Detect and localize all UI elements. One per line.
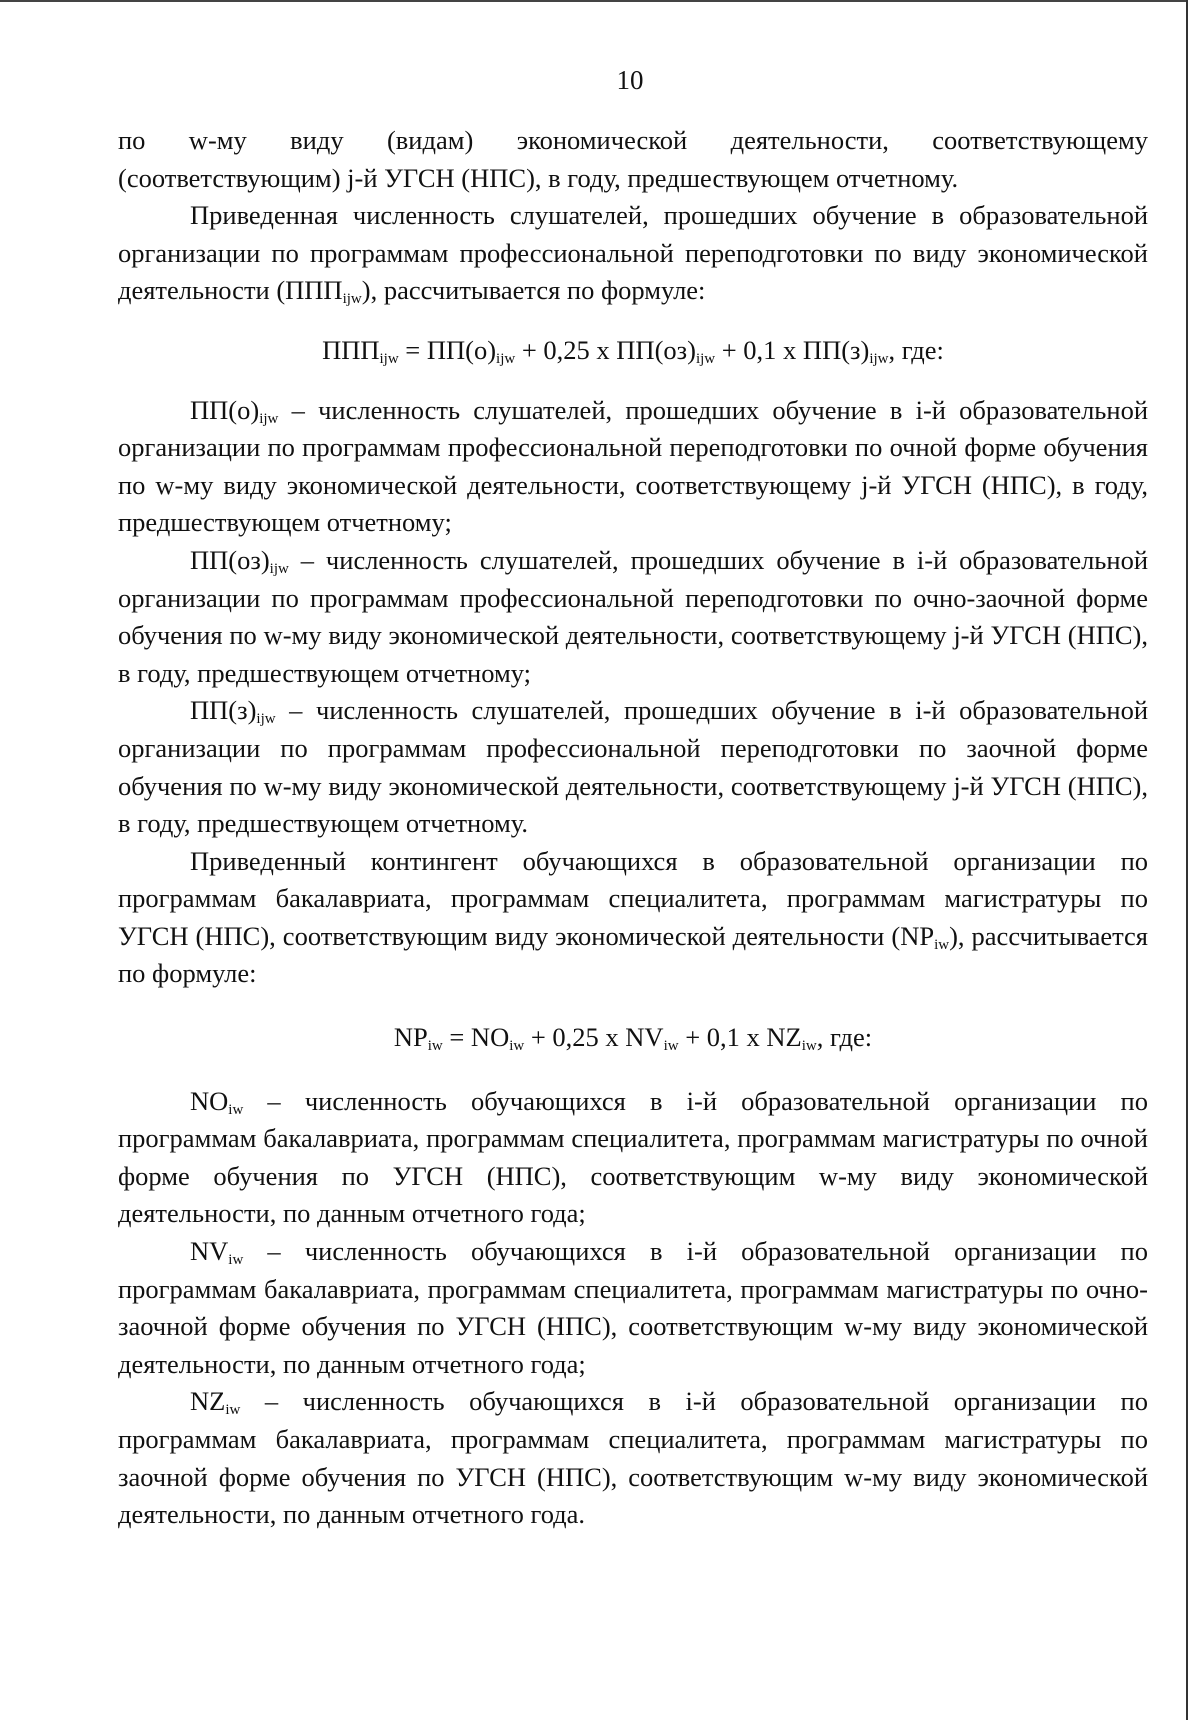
formula-ppp <box>118 332 1148 370</box>
definition-no <box>118 1083 1148 1233</box>
definition-text: – численность обучающихся в i-й образовательной организации по программам бакалавриата, программам специалитета, программам магистратуры по очной форме обучения по УГСН (НПС), соответствующим w-му виду экономической деятельности, по данным отчетного года; <box>118 1085 1148 1229</box>
subscript: iw <box>801 1038 817 1055</box>
subscript: ijw <box>379 350 399 367</box>
subscript: iw <box>228 1101 244 1118</box>
formula-part: , где: <box>888 334 944 365</box>
subscript: ijw <box>496 350 516 367</box>
formula-part: , где: <box>816 1022 873 1053</box>
paragraph-ppp-intro <box>118 197 1148 310</box>
paragraph-np-intro <box>118 843 1148 993</box>
formula-part: NP <box>393 1022 428 1053</box>
formula-part: + 0,1 х NZ <box>678 1022 802 1053</box>
paragraph-text: ), рассчитывается по формуле: <box>361 275 706 306</box>
subscript: iw <box>225 1402 241 1419</box>
definition-nz <box>118 1383 1148 1533</box>
subscript: iw <box>934 936 950 953</box>
definition-pp-o <box>118 392 1148 542</box>
definition-text: – численность обучающихся в i-й образовательной организации по программам бакалавриата, программам специалитета, программам магистратуры по очно-заочной форме обучения по УГСН (НПС), соответствующим w-му виду экономической деятельности, по данным отчетного года; <box>118 1236 1148 1379</box>
definition-term: ПП(з) <box>190 695 257 726</box>
subscript: iw <box>427 1038 443 1055</box>
paragraph-continuation <box>118 122 1148 197</box>
definition-text: – численность слушателей, прошедших обучение в i-й образовательной организации по программам профессиональной переподготовки по очной форме обучения по w-му виду экономической деятельности, соответствующему j-й УГСН (НПС), в году, предшествующем отчетному; <box>118 394 1148 538</box>
formula-part: = ПП(о) <box>398 334 497 365</box>
subscript: iw <box>228 1252 244 1269</box>
subscript: ijw <box>259 410 279 427</box>
definition-text: – численность слушателей, прошедших обучение в i-й образовательной организации по программам профессиональной переподготовки по очно-заочной форме обучения по w-му виду экономической деятельности, соответствующему j-й УГСН (НПС), в году, предшествующем отчетному; <box>118 544 1148 688</box>
paragraph-text: ), рассчитывается по формуле: <box>118 920 1148 989</box>
definition-term: NZ <box>190 1386 226 1417</box>
subscript: ijw <box>869 350 889 367</box>
definition-pp-oz <box>118 542 1148 692</box>
definition-pp-z <box>118 692 1148 842</box>
formula-part: + 0,25 х ПП(оз) <box>515 334 696 365</box>
paragraph-text: по w-му виду (видам) экономической деятельности, соответствующему (соответствующим) j-й УГСН (НПС), в году, предшествующем отчетному. <box>118 125 1148 193</box>
formula-part: + 0,25 х NV <box>524 1022 664 1053</box>
paragraph-text: Приведенный контингент обучающихся в образовательной организации по программам бакалавриата, программам специалитета, программам магистратуры по УГСН (НПС), соответствующим виду экономической деятельности (NP <box>118 845 1148 951</box>
page-number: 10 <box>616 65 644 95</box>
subscript: iw <box>509 1038 525 1055</box>
definition-text: – численность слушателей, прошедших обучение в i-й образовательной организации по программам профессиональной переподготовки по заочной форме обучения по w-му виду экономической деятельности, соответствующему j-й УГСН (НПС), в году, предшествующем отчетному. <box>118 695 1148 839</box>
subscript: ijw <box>269 560 289 577</box>
definition-term: ПП(оз) <box>190 544 270 575</box>
formula-part: + 0,1 х ПП(з) <box>715 334 870 365</box>
subscript: iw <box>663 1038 679 1055</box>
definition-term: NO <box>190 1085 229 1116</box>
scan-edge-top <box>0 0 1188 2</box>
definition-term: NV <box>190 1236 229 1267</box>
formula-np <box>118 1019 1148 1057</box>
subscript: ijw <box>256 711 276 728</box>
formula-part: ППП <box>322 334 380 365</box>
paragraph-text: Приведенная численность слушателей, прошедших обучение в образовательной организации по программам профессиональной переподготовки по виду экономической деятельности (ППП <box>118 200 1148 306</box>
subscript: ijw <box>342 291 362 308</box>
definition-term: ПП(о) <box>190 394 260 425</box>
subscript: ijw <box>695 350 716 367</box>
definition-nv <box>118 1233 1148 1383</box>
definition-text: – численность обучающихся в i-й образовательной организации по программам бакалавриата, программам специалитета, программам магистратуры по заочной форме обучения по УГСН (НПС), соответствующим w-му виду экономической деятельности, по данным отчетного года. <box>118 1386 1148 1530</box>
document-body <box>118 122 1148 1534</box>
formula-part: = NO <box>442 1022 510 1053</box>
scan-edge-right <box>1186 0 1188 1720</box>
